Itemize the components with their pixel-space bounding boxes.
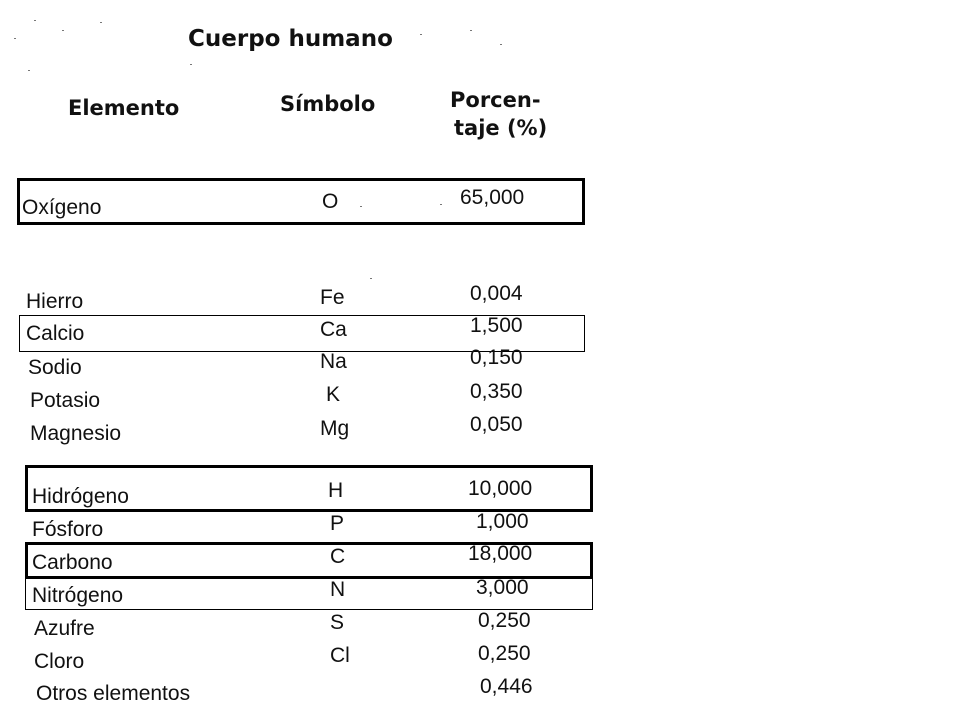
row-oxygen-symbol: O	[322, 190, 339, 213]
row-sulfur-symbol: S	[330, 611, 345, 634]
row-carbon-symbol: C	[330, 545, 346, 568]
row-potassium-percent: 0,350	[470, 380, 523, 403]
scan-speck	[500, 44, 502, 45]
row-calcium-element: Calcio	[26, 322, 85, 345]
scan-speck	[14, 38, 16, 39]
column-header-percent	[450, 86, 547, 142]
row-phosphorus-symbol: P	[330, 512, 345, 535]
row-iron-percent: 0,004	[470, 282, 523, 305]
row-potassium-symbol: K	[326, 383, 341, 406]
row-sulfur-percent: 0,250	[478, 609, 531, 632]
row-others-percent: 0,446	[480, 675, 533, 698]
row-sulfur-element: Azufre	[34, 617, 95, 640]
scan-speck	[62, 30, 64, 31]
row-sodium-percent: 0,150	[470, 346, 523, 369]
row-phosphorus-percent: 1,000	[476, 510, 529, 533]
row-magnesium-symbol: Mg	[320, 417, 350, 440]
row-iron-symbol: Fe	[320, 286, 345, 309]
column-header-symbol: Símbolo	[280, 92, 376, 116]
row-magnesium-percent: 0,050	[470, 413, 523, 436]
row-chlorine-element: Cloro	[34, 650, 85, 673]
row-carbon-percent: 18,000	[468, 542, 533, 565]
row-iron-element: Hierro	[26, 290, 84, 313]
scan-speck	[190, 64, 192, 65]
row-phosphorus-element: Fósforo	[32, 518, 104, 541]
row-hydrogen-element: Hidrógeno	[32, 485, 129, 508]
document-title: Cuerpo humano	[188, 26, 393, 52]
row-chlorine-percent: 0,250	[478, 642, 531, 665]
row-others-element: Otros elementos	[36, 682, 191, 705]
row-calcium-symbol: Ca	[320, 318, 347, 341]
scan-speck	[420, 34, 422, 35]
row-oxygen-element: Oxígeno	[22, 196, 102, 219]
scan-speck	[28, 70, 30, 71]
column-header-element: Elemento	[68, 96, 180, 120]
row-nitrogen-symbol: N	[330, 578, 346, 601]
row-calcium-percent: 1,500	[470, 314, 523, 337]
scan-speck	[370, 278, 372, 279]
row-sodium-element: Sodio	[28, 356, 82, 379]
row-magnesium-element: Magnesio	[30, 422, 122, 445]
row-sodium-symbol: Na	[320, 350, 347, 373]
row-nitrogen-percent: 3,000	[476, 576, 529, 599]
row-hydrogen-symbol: H	[328, 479, 344, 502]
percent-header-line-2: taje (%)	[454, 116, 548, 140]
row-hydrogen-percent: 10,000	[468, 477, 533, 500]
row-potassium-element: Potasio	[30, 389, 101, 412]
row-carbon-element: Carbono	[32, 551, 113, 574]
scan-speck	[470, 30, 472, 31]
row-chlorine-symbol: Cl	[330, 644, 350, 667]
percent-header-line-1: Porcen-	[450, 88, 541, 112]
scan-speck	[100, 22, 102, 23]
row-oxygen-percent: 65,000	[460, 186, 525, 209]
scan-speck	[34, 20, 36, 21]
row-nitrogen-element: Nitrógeno	[32, 584, 124, 607]
